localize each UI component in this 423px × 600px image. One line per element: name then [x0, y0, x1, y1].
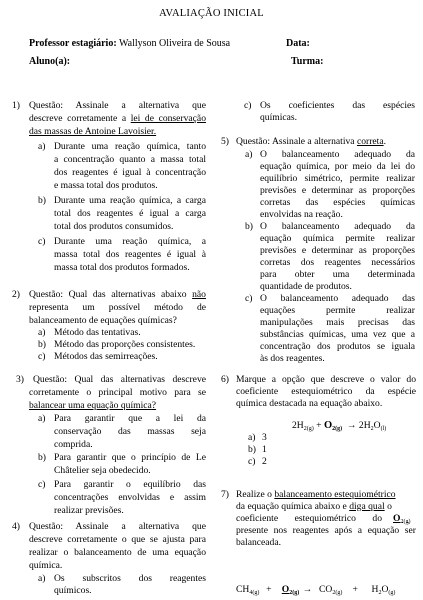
question-text: [29, 113, 206, 125]
chemical-equation: $CH_{4(g)} + O_{2(g)} \to CO_{2(g)}$ + $H_2O_{(g)}$: [236, 584, 396, 596]
q1-text-part: Questão: Assinale a alternativa que: [29, 100, 206, 111]
q1-text-part: descreve corretamente a: [29, 113, 127, 124]
question-text: presente nos reagentes após a equação ser: [236, 525, 416, 536]
question-text: coeficiente estequiométrico do: [236, 513, 382, 524]
student-label: Aluno(a):: [29, 56, 71, 67]
option-text[interactable]: às dos reagentes.: [260, 353, 325, 364]
option-text[interactable]: O balanceamento adequado das: [260, 293, 415, 304]
question-text: Questão: Assinale a alternativa que: [29, 521, 206, 532]
option-text[interactable]: concentrações envolvidas e assim: [54, 492, 206, 503]
question-text: [236, 136, 386, 148]
option-text[interactable]: Método das tentativas.: [54, 327, 141, 338]
option-text[interactable]: equilíbrio simétrico, permite realizar: [260, 173, 415, 184]
option-text[interactable]: 2: [262, 456, 267, 467]
q2-highlight: não: [192, 289, 206, 300]
option-text[interactable]: 1: [262, 444, 267, 455]
option-letter: c): [248, 456, 256, 467]
question-text: química.: [29, 560, 63, 571]
option-text[interactable]: total dos reagentes é igual a carga: [54, 208, 206, 219]
question-number: 5): [221, 136, 229, 147]
option-text[interactable]: Para garantir que o princípio de Le: [54, 452, 206, 463]
question-text: descreve corretamente o que se ajusta para: [29, 534, 206, 545]
question-number: 6): [221, 374, 229, 385]
question-text: química destacada na equação abaixo.: [236, 398, 383, 409]
option-text[interactable]: concentração dos produtos se iguala: [260, 341, 415, 352]
professor-name: Wallyson Oliveira de Sousa: [119, 38, 231, 49]
option-text[interactable]: corretas das espécies químicas: [260, 197, 415, 208]
option-text[interactable]: Durante uma reação química, tanto: [54, 141, 206, 152]
option-text[interactable]: comprida.: [54, 439, 93, 450]
option-text[interactable]: Para garantir que a lei da: [54, 413, 206, 424]
q1-highlight: lei de conservação: [130, 113, 206, 124]
option-letter: a): [248, 432, 256, 443]
option-text[interactable]: previsões e determinar as proporções: [260, 245, 415, 256]
chemical-equation: $2H_{2(g)} + O_{2(g)} \to 2H_2O_{(l)}$: [292, 420, 387, 432]
option-letter: a): [38, 573, 46, 584]
option-letter: b): [245, 221, 253, 232]
q1-highlight: das massas de Antoine Lavoisier.: [29, 126, 157, 137]
option-letter: c): [244, 100, 252, 111]
question-text: [236, 489, 396, 501]
option-text[interactable]: total dos produtos consumidos.: [54, 221, 174, 232]
question-number: 7): [221, 489, 229, 500]
option-text[interactable]: químicas.: [260, 112, 298, 123]
option-text[interactable]: previsões e determinar as proporções: [260, 185, 415, 196]
q2-text-part: Questão: Qual das alternativas abaixo: [29, 289, 187, 300]
date-label: Data:: [286, 38, 310, 49]
option-letter: b): [38, 452, 46, 463]
option-text[interactable]: equação química, por meio da lei do: [260, 161, 415, 172]
oxygen-highlight: $O_{2(g)}$: [393, 513, 411, 525]
question-text: corretamente o principal motivo para se: [29, 387, 206, 398]
option-text[interactable]: Durante uma reação química, a carga: [54, 195, 206, 206]
option-text[interactable]: equações permite realizar: [260, 305, 415, 316]
q7-highlight: diga qual: [349, 501, 385, 512]
option-text[interactable]: químicos.: [54, 585, 92, 596]
question-number: 2): [12, 289, 20, 300]
q7-text-part: o: [387, 501, 392, 512]
option-text[interactable]: equação química permite realizar: [260, 233, 415, 244]
page-title: AVALIAÇÃO INICIAL: [159, 8, 264, 19]
option-text[interactable]: Os coeficientes das espécies: [260, 100, 415, 111]
q5-period: .: [383, 136, 387, 147]
option-text[interactable]: Para garantir o equilíbrio das: [54, 479, 206, 490]
option-letter: c): [38, 236, 46, 247]
option-letter: b): [38, 195, 46, 206]
option-letter: c): [38, 479, 46, 490]
option-text[interactable]: dos reagentes é igual à concentração: [54, 167, 206, 178]
option-text[interactable]: O balanceamento adequado da: [260, 221, 415, 232]
option-text[interactable]: corretas dos reagentes necessários: [260, 257, 415, 268]
option-letter: b): [38, 339, 46, 350]
option-letter: a): [245, 149, 253, 160]
question-text: balanceada.: [236, 537, 282, 548]
option-text[interactable]: 3: [262, 432, 267, 443]
professor-line: [29, 38, 230, 50]
question-text: [29, 126, 156, 138]
q5-highlight: correta: [356, 136, 384, 147]
question-text: representa um possível método de: [29, 302, 206, 313]
question-number: 1): [12, 100, 20, 111]
option-letter: a): [38, 327, 46, 338]
question-text: Questão: Qual das alternativas descreve: [33, 374, 206, 385]
option-text[interactable]: Os subscritos dos reagentes: [54, 573, 206, 584]
question-text: realizar o balanceamento de uma equação: [29, 547, 206, 558]
class-label: Turma:: [291, 56, 324, 67]
option-text[interactable]: realizar previsões.: [54, 505, 124, 516]
option-text[interactable]: massa total dos reagentes é igual à: [54, 249, 206, 260]
option-text[interactable]: Método das proporções consistentes.: [54, 339, 196, 350]
q3-highlight: balancear uma equação química: [29, 400, 152, 411]
professor-label: Professor estagiário:: [29, 38, 117, 49]
question-text: [29, 400, 156, 412]
question-text: coeficiente estequiométrico da espécie: [236, 386, 416, 397]
option-text[interactable]: manipulações mais precisas das: [260, 317, 415, 328]
option-letter: b): [248, 444, 256, 455]
option-text[interactable]: conservação das massas seja: [54, 426, 206, 437]
q3-question-mark: ?: [151, 400, 157, 411]
option-letter: a): [38, 413, 46, 424]
q7-highlight: balanceamento estequiométrico: [274, 489, 396, 500]
option-text[interactable]: Durante uma reação química, a: [54, 236, 206, 247]
question-text: balanceamento de equações químicas?: [29, 315, 177, 326]
option-letter: c): [38, 351, 46, 362]
question-number: 4): [12, 521, 20, 532]
question-text: [29, 100, 206, 112]
q7-text-part: Realize o: [236, 489, 272, 500]
question-number: 3): [16, 374, 24, 385]
option-text[interactable]: Châtelier seja obedecido.: [54, 465, 151, 476]
question-text: [236, 501, 392, 513]
option-text[interactable]: O balanceamento adequado da: [260, 149, 415, 160]
option-letter: c): [245, 293, 253, 304]
option-text[interactable]: envolvidas na reação.: [260, 209, 343, 220]
option-text[interactable]: substâncias químicas, uma vez que a: [260, 329, 415, 340]
option-text[interactable]: a concentração quanto a massa total: [54, 154, 206, 165]
option-text[interactable]: para obter uma determinada: [260, 269, 415, 280]
q5-text-part: Questão: Assinale a alternativa: [236, 136, 355, 147]
option-text[interactable]: Métodos das semirreações.: [54, 351, 158, 362]
option-text[interactable]: quantidade de produtos.: [260, 281, 352, 292]
q7-text-part: da equação química abaixo e: [236, 501, 347, 512]
question-text: [29, 289, 206, 301]
option-letter: a): [38, 141, 46, 152]
option-text[interactable]: massa total dos produtos formados.: [54, 262, 190, 273]
option-text[interactable]: e massa total dos produtos.: [54, 180, 158, 191]
question-text: Marque a opção que descreve o valor do: [236, 374, 416, 385]
